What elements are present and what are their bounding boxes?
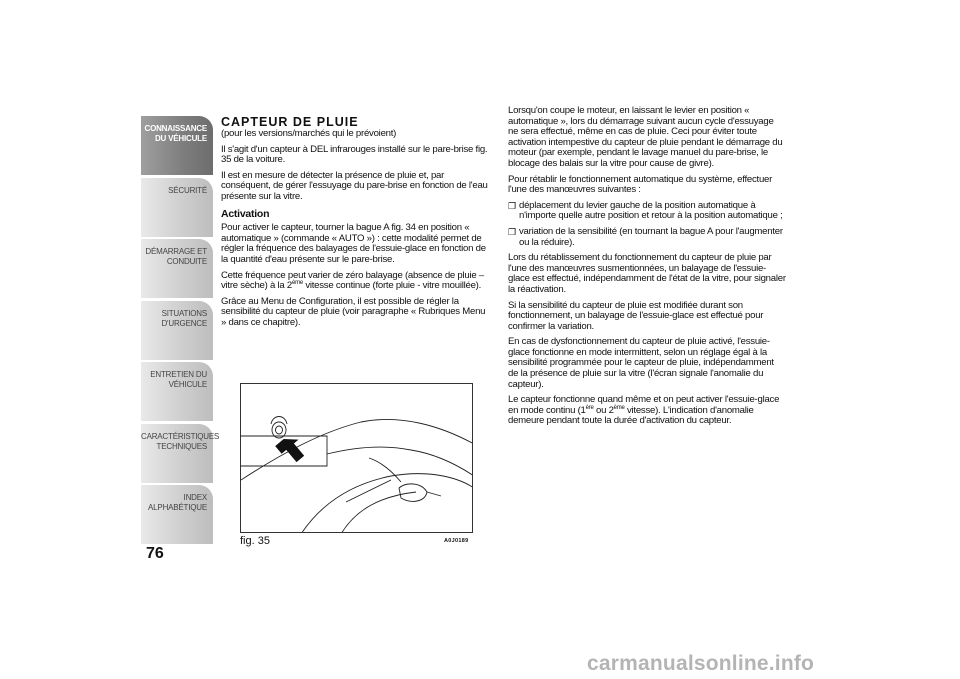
paragraph: Il est en mesure de détecter la présence de pluie et, par conséquent, de gérer l'essuyage du pare-brise en fonction de l'eau présente sur la vitre. — [221, 169, 488, 202]
figure-illustration — [240, 383, 473, 533]
section-subtitle: (pour les versions/marchés qui le prévoient) — [221, 128, 397, 139]
windshield-illustration — [241, 384, 473, 533]
paragraph: Pour activer le capteur, tourner la bague A fig. 34 en position « automatique » (commande « AUTO ») : cette modalité permet de régler la fréquence des balayages de l'essuie-glace en fonction de la quantité d'eau présente sur le pare-brise. — [221, 222, 486, 265]
checkbox-bullet-icon: ❒ — [508, 200, 516, 211]
tab-label: SÉCURITÉ — [168, 185, 207, 195]
figure-code: A0J0189 — [444, 538, 469, 544]
paragraph: En cas de dysfonctionnement du capteur de pluie activé, l'essuie-glace fonctionne en mode intermittent, selon un réglage égal à la sensibilité programmée pour le capteur de pluie, indépendamment de la présence de pluie sur la vitre (l'écran signale l'anomalie du capteur). — [508, 336, 774, 390]
paragraph: Il s'agit d'un capteur à DEL infrarouges installé sur le pare-brise fig. 35 de la voiture. — [221, 143, 488, 166]
list-item: ❒ déplacement du levier gauche de la position automatique à n'importe quelle autre position et retour à la position automatique ; — [508, 199, 783, 222]
tab-caracteristiques-techniques[interactable] — [141, 424, 220, 483]
page-number: 76 — [146, 545, 164, 562]
figure-caption: fig. 35 — [240, 535, 270, 547]
tab-label: CARACTÉRISTIQUES TECHNIQUES — [141, 431, 220, 451]
tab-label: DÉMARRAGE ET CONDUITE — [145, 247, 207, 266]
paragraph: Si la sensibilité du capteur de pluie est modifiée durant son fonctionnement, un balayage de l'essuie-glace est effectué pour confirmer la variation. — [508, 299, 764, 332]
list-item: ❒ variation de la sensibilité (en tournant la bague A pour l'augmenter ou la réduire). — [508, 225, 783, 248]
paragraph: Lors du rétablissement du fonctionnement du capteur de pluie par l'une des manœuvres susmentionnées, un balayage de l'essuie-glace est effectué, indépendamment de l'état de la vitre, pour signaler la réactivation. — [508, 252, 786, 295]
section-title: CAPTEUR DE PLUIE — [221, 115, 359, 129]
chapter-sidebar — [141, 116, 220, 547]
tab-demarrage-et-conduite[interactable] — [141, 239, 213, 298]
paragraph: Pour rétablir le fonctionnement automatique du système, effectuer l'une des manœuvres suivantes : — [508, 173, 773, 196]
tab-situations-d-urgence[interactable] — [141, 301, 213, 360]
checkbox-bullet-icon: ❒ — [508, 226, 516, 237]
tab-connaissance-du-vehicule[interactable] — [141, 116, 213, 175]
activation-heading: Activation — [221, 207, 270, 220]
watermark: carmanualsonline.info — [587, 652, 815, 675]
tab-label: SITUATIONS D'URGENCE — [161, 308, 207, 328]
tab-label: ENTRETIEN DU VÉHICULE — [150, 370, 207, 389]
tab-securite[interactable] — [141, 178, 213, 237]
left-column — [221, 116, 491, 334]
paragraph: Cette fréquence peut varier de zéro balayage (absence de pluie – vitre sèche) à la 2ème vitesse continue (forte pluie - vitre mouillée). — [221, 269, 484, 292]
paragraph: Lorsqu'on coupe le moteur, en laissant le levier en position « automatique », lors du démarrage suivant aucun cycle d'essuyage ne sera effectué, même en cas de pluie. Ceci pour éviter toute activation intempestive du capteur de pluie pendant le démarrage du moteur (par exemple, pendant le lavage manuel du pare-brise, le blocage des balais sur la vitre pour cause de givre). — [508, 105, 783, 169]
tab-index-alphabetique[interactable] — [141, 485, 213, 544]
right-column — [508, 106, 786, 432]
tab-label: INDEX ALPHABÉTIQUE — [148, 493, 207, 512]
tab-label: CONNAISSANCE DU VÉHICULE — [144, 124, 207, 143]
paragraph: Le capteur fonctionne quand même et on peut activer l'essuie-glace en mode continu (1ère ou 2ème vitesse). L'indication d'anomalie demeure pendant toute la durée d'activation du capteur. — [508, 394, 780, 427]
tab-entretien-du-vehicule[interactable] — [141, 362, 213, 421]
paragraph: Grâce au Menu de Configuration, il est possible de régler la sensibilité du capteur de pluie (voir paragraphe « Rubriques Menu » dans ce chapitre). — [221, 295, 486, 328]
